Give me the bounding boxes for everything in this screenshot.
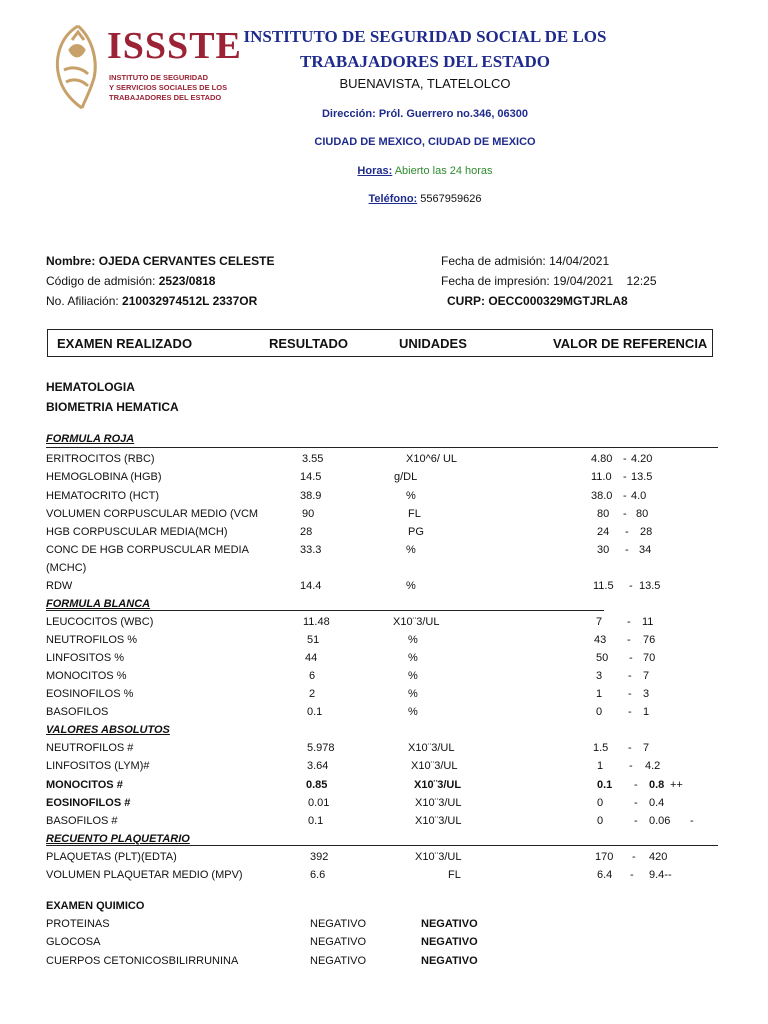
row-ref-dash: -: [623, 508, 627, 520]
row-ref-high: 34: [639, 544, 652, 556]
row-ref-low: 43: [594, 634, 607, 646]
row-result: 6.6: [310, 869, 326, 881]
curp-label: CURP:: [447, 294, 485, 308]
row-unit: %: [408, 706, 418, 718]
quimico-ref: NEGATIVO: [421, 918, 478, 930]
city: CIUDAD DE MEXICO, CIUDAD DE MEXICO: [314, 136, 536, 148]
row-ref-low: 6.4: [597, 869, 613, 881]
quimico-result: NEGATIVO: [310, 955, 367, 967]
row-name: (MCHC): [46, 562, 87, 574]
row-unit: %: [408, 652, 418, 664]
row-ref-dash: -: [634, 797, 638, 809]
row-ref-low: 3: [596, 670, 603, 682]
row-result: 33.3: [300, 544, 322, 556]
header-units: UNIDADES: [399, 336, 467, 351]
row-ref-high: 28: [640, 526, 653, 538]
quimico-result: NEGATIVO: [310, 918, 367, 930]
row-result: 0.85: [306, 779, 328, 791]
row-ref-high: 13.5: [631, 471, 653, 483]
row-name: HEMOGLOBINA (HGB): [46, 471, 162, 483]
row-unit: X10¨3/UL: [393, 616, 440, 628]
row-name: MONOCITOS #: [46, 779, 123, 791]
row-ref-low: 4.80: [591, 453, 613, 465]
row-result: 28: [300, 526, 313, 538]
row-ref-high: 80: [636, 508, 649, 520]
row-ref-high: 4.20: [631, 453, 653, 465]
row-ref-dash: -: [628, 688, 632, 700]
row-ref-dash: -: [634, 815, 638, 827]
admission-date-label: Fecha de admisión:: [441, 254, 546, 268]
logo-subtext-1: INSTITUTO DE SEGURIDAD: [109, 73, 209, 82]
row-name: LEUCOCITOS (WBC): [46, 616, 154, 628]
print-date-value: 19/04/2021: [553, 274, 614, 288]
row-ref-high: 70: [643, 652, 656, 664]
row-unit: %: [408, 670, 418, 682]
logo-wordmark: ISSSTE: [107, 25, 242, 67]
row-ref-dash: -: [625, 544, 629, 556]
row-name: NEUTROFILOS %: [46, 634, 138, 646]
row-ref-high: 4.0: [631, 490, 647, 502]
row-ref-dash: -: [629, 760, 633, 772]
row-name: NEUTROFILOS #: [46, 742, 134, 754]
curp-value: OECC000329MGTJRLA8: [488, 294, 628, 308]
address: Dirección: Pról. Guerrero no.346, 06300: [321, 108, 529, 120]
row-ref-dash: -: [628, 706, 632, 718]
row-ref-low: 11.0: [591, 471, 612, 483]
row-name: PLAQUETAS (PLT)(EDTA): [46, 851, 177, 863]
institution-title: [200, 24, 650, 74]
header-reference: VALOR DE REFERENCIA: [553, 336, 708, 351]
row-unit: X10¨3/UL: [415, 851, 462, 863]
affiliation: [46, 294, 257, 308]
curp: [447, 294, 628, 308]
row-result: 38.9: [300, 490, 322, 502]
row-ref-high: 7: [643, 670, 650, 682]
row-unit: g/DL: [394, 471, 418, 483]
print-date: [441, 274, 657, 288]
row-name: BASOFILOS: [46, 706, 109, 718]
row-name: HEMATOCRITO (HCT): [46, 490, 160, 502]
row-result: 14.4: [300, 580, 322, 592]
row-ref-high: 3: [643, 688, 650, 700]
row-ref-low: 80: [597, 508, 610, 520]
row-unit: FL: [408, 508, 421, 520]
row-ref-low: 0: [597, 815, 604, 827]
row-unit: %: [408, 634, 418, 646]
quimico-result: NEGATIVO: [310, 936, 367, 948]
row-result: 14.5: [300, 471, 322, 483]
row-ref-dash: -: [628, 742, 632, 754]
row-name: CONC DE HGB CORPUSCULAR MEDIA: [46, 544, 249, 556]
section-biometria: BIOMETRIA HEMATICA: [46, 400, 179, 414]
divider-formula-roja: [46, 447, 718, 448]
quimico-ref: NEGATIVO: [421, 936, 478, 948]
section-formula-blanca: FORMULA BLANCA: [46, 598, 151, 610]
row-name: BASOFILOS #: [46, 815, 118, 827]
row-ref-dash: -: [623, 490, 627, 502]
row-unit: %: [406, 490, 416, 502]
quimico-name: CUERPOS CETONICOSBILIRRUNINA: [46, 955, 239, 967]
location: BUENAVISTA, TLATELOLCO: [339, 76, 511, 91]
row-result: 90: [302, 508, 315, 520]
row-result: 11.48: [303, 616, 330, 628]
row-ref-dash: -: [627, 634, 631, 646]
section-quimico: EXAMEN QUIMICO: [46, 900, 145, 912]
row-ref-high: 76: [643, 634, 656, 646]
phone: [200, 193, 650, 205]
row-name: LINFOSITOS %: [46, 652, 125, 664]
row-name: ERITROCITOS (RBC): [46, 453, 155, 465]
row-ref-high: 0.8: [649, 779, 665, 791]
affiliation-value: 210032974512L 2337OR: [122, 294, 258, 308]
row-ref-dash: -: [634, 779, 638, 791]
hours-value: Abierto las 24 horas: [394, 165, 493, 177]
row-ref-low: 1: [597, 760, 604, 772]
section-valores-absolutos: VALORES ABSOLUTOS: [46, 724, 170, 736]
row-ref-high: 7: [643, 742, 650, 754]
institution-title-line1: INSTITUTO DE SEGURIDAD SOCIAL DE LOS: [243, 27, 607, 46]
row-ref-low: 50: [596, 652, 609, 664]
patient-name: [46, 254, 275, 268]
institution-title-line2: TRABAJADORES DEL ESTADO: [299, 52, 551, 71]
section-formula-roja: FORMULA ROJA: [46, 433, 135, 445]
row-ref-low: 0: [596, 706, 603, 718]
row-ref-dash: -: [627, 616, 631, 628]
row-unit: X10¨3/UL: [415, 797, 462, 809]
row-ref-low: 30: [597, 544, 610, 556]
row-ref-high: 420: [649, 851, 668, 863]
row-ref-low: 0.1: [597, 779, 613, 791]
row-unit: %: [406, 580, 416, 592]
row-flag: -: [690, 815, 694, 827]
row-ref-dash: -: [625, 526, 629, 538]
row-unit: X10¨3/UL: [408, 742, 455, 754]
affiliation-label: No. Afiliación:: [46, 294, 119, 308]
row-name: MONOCITOS %: [46, 670, 127, 682]
header-result: RESULTADO: [269, 336, 348, 351]
row-result: 392: [310, 851, 329, 863]
row-ref-dash: -: [630, 869, 634, 881]
row-ref-high: 13.5: [639, 580, 661, 592]
row-ref-low: 170: [595, 851, 614, 863]
row-ref-dash: -: [629, 580, 633, 592]
phone-value: 5567959626: [420, 193, 482, 205]
print-date-label: Fecha de impresión:: [441, 274, 550, 288]
row-name: LINFOSITOS (LYM)#: [46, 760, 150, 772]
patient-name-value: OJEDA CERVANTES CELESTE: [98, 254, 275, 268]
row-ref-high: 9.4--: [649, 869, 672, 881]
row-name: EOSINOFILOS %: [46, 688, 134, 700]
row-result: 2: [309, 688, 316, 700]
row-result: 0.1: [308, 815, 324, 827]
section-hematologia: HEMATOLOGIA: [46, 380, 135, 394]
row-name: RDW: [46, 580, 73, 592]
row-unit: X10¨3/UL: [414, 779, 462, 791]
row-name: VOLUMEN PLAQUETAR MEDIO (MPV): [46, 869, 243, 881]
quimico-ref: NEGATIVO: [421, 955, 478, 967]
patient-name-label: Nombre:: [46, 254, 96, 268]
row-unit: PG: [408, 526, 424, 538]
admission-code-value: 2523/0818: [158, 274, 216, 288]
row-result: 0.1: [307, 706, 323, 718]
row-unit: X10¨3/UL: [415, 815, 462, 827]
admission-date: [441, 254, 609, 268]
row-unit: X10^6/ UL: [406, 453, 458, 465]
row-ref-high: 4.2: [645, 760, 661, 772]
row-ref-dash: -: [629, 652, 633, 664]
row-ref-high: 0.4: [649, 797, 665, 809]
quimico-name: PROTEINAS: [46, 918, 110, 930]
logo-subtext-3: TRABAJADORES DEL ESTADO: [109, 93, 222, 102]
row-ref-high: 11: [642, 616, 654, 628]
row-result: 5.978: [307, 742, 335, 754]
admission-code-label: Código de admisión:: [46, 274, 156, 288]
row-result: 3.55: [302, 453, 324, 465]
hours-label: Horas:: [357, 165, 393, 177]
row-ref-low: 11.5: [593, 580, 614, 592]
logo-subtext-2: Y SERVICIOS SOCIALES DE LOS: [109, 83, 228, 92]
row-unit: X10¨3/UL: [411, 760, 458, 772]
row-result: 44: [305, 652, 318, 664]
row-ref-low: 1.5: [593, 742, 609, 754]
row-unit: FL: [448, 869, 461, 881]
row-unit: %: [408, 688, 418, 700]
row-name: HGB CORPUSCULAR MEDIA(MCH): [46, 526, 228, 538]
admission-date-value: 14/04/2021: [549, 254, 610, 268]
print-time: 12:25: [626, 274, 657, 288]
row-ref-low: 38.0: [591, 490, 613, 502]
row-ref-dash: -: [628, 670, 632, 682]
admission-code: [46, 274, 215, 288]
row-ref-low: 24: [597, 526, 610, 538]
row-ref-low: 1: [596, 688, 603, 700]
row-ref-low: 0: [597, 797, 604, 809]
row-ref-high: 1: [643, 706, 650, 718]
row-ref-dash: -: [623, 453, 627, 465]
row-result: 6: [309, 670, 316, 682]
row-ref-dash: -: [632, 851, 636, 863]
row-ref-dash: -: [623, 471, 627, 483]
quimico-name: GLOCOSA: [46, 936, 101, 948]
row-name: VOLUMEN CORPUSCULAR MEDIO (VCM: [46, 508, 259, 520]
row-result: 0.01: [308, 797, 330, 809]
section-recuento: RECUENTO PLAQUETARIO: [46, 833, 190, 845]
row-result: 3.64: [307, 760, 329, 772]
row-flag: ++: [670, 779, 683, 791]
hours: [200, 165, 650, 177]
row-ref-high: 0.06: [649, 815, 671, 827]
row-unit: %: [406, 544, 416, 556]
row-name: EOSINOFILOS #: [46, 797, 131, 809]
phone-label: Teléfono:: [368, 193, 418, 205]
row-ref-low: 7: [596, 616, 603, 628]
row-result: 51: [307, 634, 320, 646]
divider-formula-blanca: [46, 610, 604, 611]
header-exam: EXAMEN REALIZADO: [57, 336, 193, 351]
divider-recuento: [46, 845, 718, 846]
